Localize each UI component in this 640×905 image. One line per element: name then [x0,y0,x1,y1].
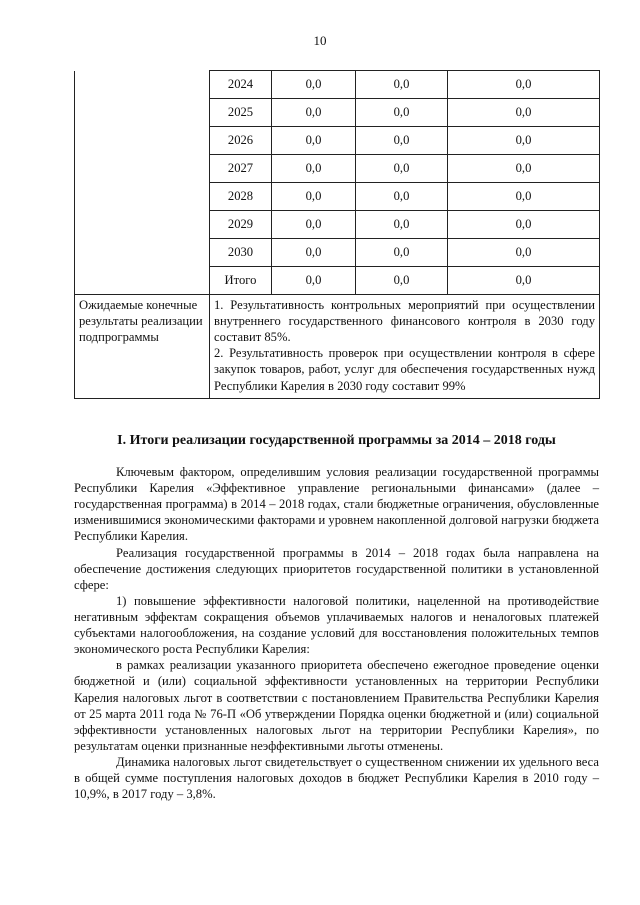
value-cell: 0,0 [356,239,448,267]
year-rows [75,71,600,295]
year-cell: 2026 [210,127,272,155]
paragraph-3: 1) повышение эффективности налоговой политики, нацеленной на противодействие негативным эффектам сокращения объемов уплачиваемых налогов и неналоговых платежей субъектами налогообложения, на создание условий для восстановления положительных темпов экономического роста Республики Карелия: [74,593,599,657]
value-cell: 0,0 [272,267,356,295]
empty-cell [75,127,210,155]
year-cell: 2027 [210,155,272,183]
value-cell: 0,0 [356,211,448,239]
value-cell: 0,0 [272,211,356,239]
paragraph-5: Динамика налоговых льгот свидетельствует о существенном снижении их удельного веса в общей сумме поступления налоговых доходов в бюджет Республики Карелия в 2010 году – 10,9%, в 2017 году – 3,8%. [74,754,599,802]
results-text [210,295,600,399]
value-cell: 0,0 [448,239,600,267]
page-number: 10 [313,33,327,48]
table-row [75,267,600,295]
table-row [75,155,600,183]
empty-cell [75,71,210,99]
value-cell: 0,0 [448,211,600,239]
empty-cell [75,155,210,183]
value-cell: 0,0 [356,155,448,183]
value-cell: 0,0 [356,183,448,211]
result-item-1: 1. Результативность контрольных мероприятий при осуществлении внутреннего государственного финансового контроля в 2030 году составит 85%. [214,298,595,345]
body-text [74,464,599,802]
year-cell: Итого [210,267,272,295]
value-cell: 0,0 [356,127,448,155]
value-cell: 0,0 [356,99,448,127]
value-cell: 0,0 [448,127,600,155]
value-cell: 0,0 [448,267,600,295]
value-cell: 0,0 [272,239,356,267]
year-cell: 2029 [210,211,272,239]
year-cell: 2024 [210,71,272,99]
table-row [75,211,600,239]
value-cell: 0,0 [448,71,600,99]
budget-table [74,70,600,399]
empty-cell [75,183,210,211]
section-title: I. Итоги реализации государственной программы за 2014 – 2018 годы [117,433,556,448]
table-row [75,183,600,211]
value-cell: 0,0 [356,267,448,295]
value-cell: 0,0 [448,183,600,211]
empty-cell [75,211,210,239]
table-row [75,71,600,99]
paragraph-4: в рамках реализации указанного приоритета обеспечено ежегодное проведение оценки бюджетной и (или) социальной эффективности установленных на территории Республики Карелия налоговых льгот в соответствии с постановлением Правительства Республики Карелия от 25 марта 2011 года № 76-П «Об утверждении Порядка оценки бюджетной и (или) социальной эффективности установленных налоговых льгот на территории Республики Карелия», по результатам оценки признанные неэффективными льготы отменены. [74,658,599,753]
value-cell: 0,0 [272,155,356,183]
results-label: Ожидаемые конечные результаты реализации подпрограммы [75,295,210,399]
value-cell: 0,0 [356,71,448,99]
table-row [75,127,600,155]
paragraph-1: Ключевым фактором, определившим условия реализации государственной программы Республики Карелия «Эффективное управление региональными финансами» (далее – государственная программа) в 2014 – 2018 годах, стали бюджетные ограничения, обусловленные изменившимися экономическими факторами и уровнем накопленной долговой нагрузки бюджета Республики Карелия. [74,465,599,544]
result-item-2: 2. Результативность проверок при осуществлении контроля в сфере закупок товаров, работ, услуг для обеспечения государственных нужд Республики Карелия в 2030 году составит 99% [214,346,595,393]
year-cell: 2028 [210,183,272,211]
results-row [75,295,600,399]
empty-cell [75,99,210,127]
value-cell: 0,0 [272,127,356,155]
empty-cell [75,239,210,267]
year-cell: 2030 [210,239,272,267]
paragraph-2: Реализация государственной программы в 2014 – 2018 годах была направлена на обеспечение достижения следующих приоритетов государственной политики в установленной сфере: [74,545,599,592]
table-row [75,239,600,267]
value-cell: 0,0 [272,71,356,99]
value-cell: 0,0 [272,99,356,127]
value-cell: 0,0 [448,99,600,127]
empty-cell [75,267,210,295]
value-cell: 0,0 [448,155,600,183]
table-row [75,99,600,127]
value-cell: 0,0 [272,183,356,211]
year-cell: 2025 [210,99,272,127]
